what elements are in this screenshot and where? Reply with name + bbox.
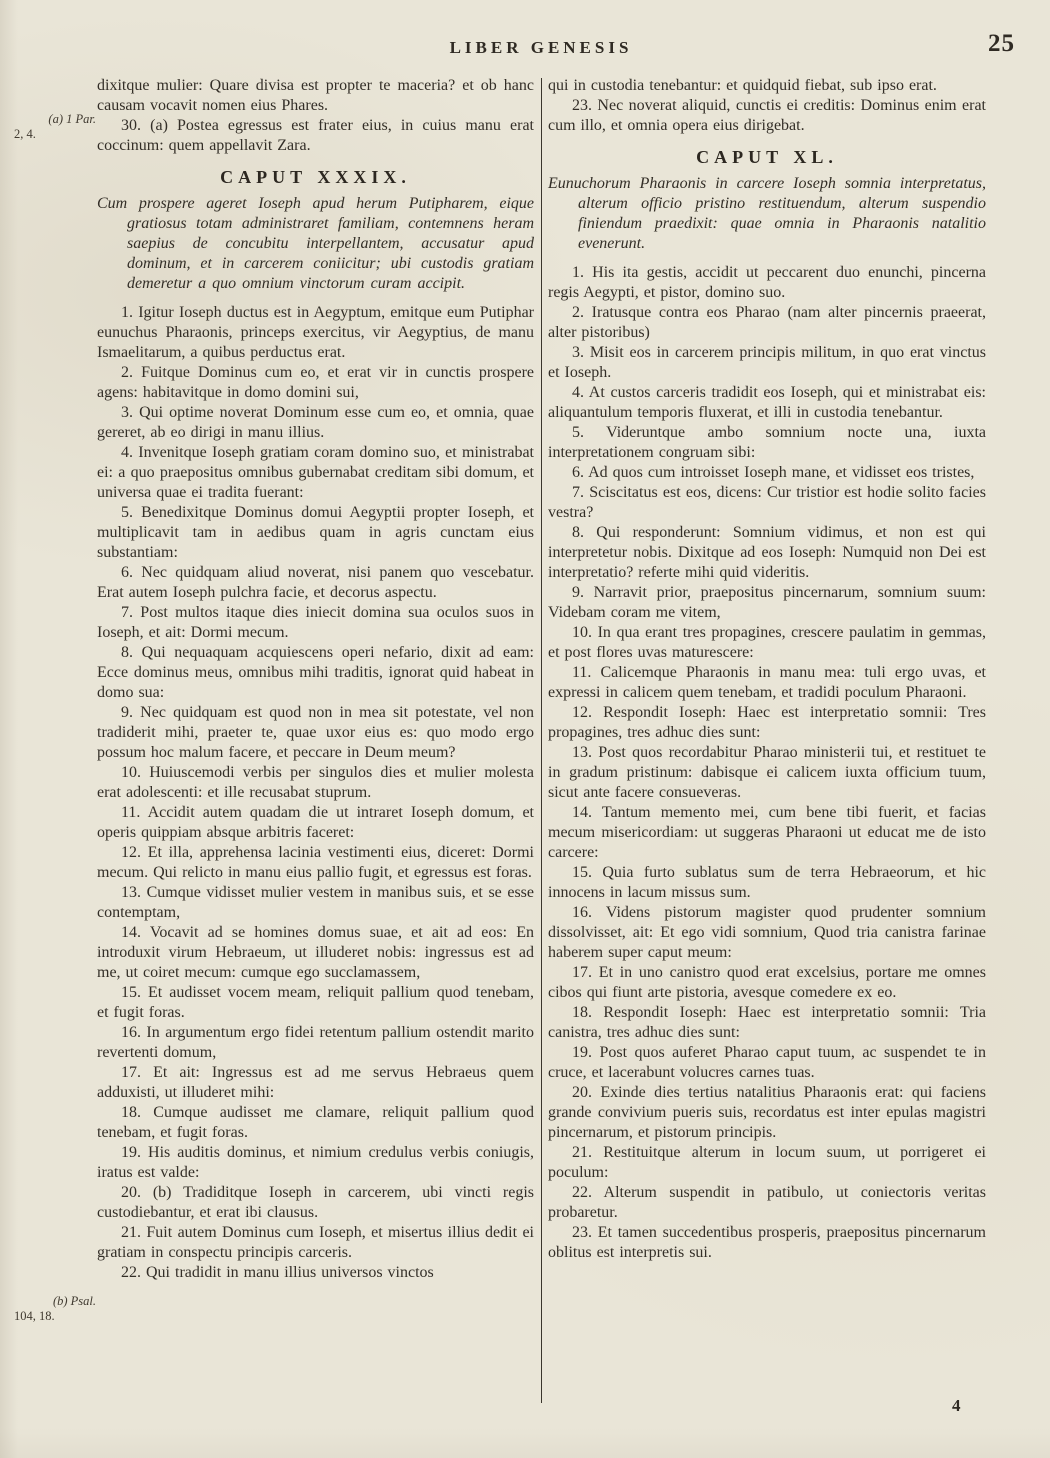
verse-paragraph: 23. Et tamen succedentibus prosperis, praepositus pincernarum oblitus est interpretis sui. — [548, 1224, 986, 1261]
verse-paragraph: 15. Et audisset vocem meam, reliquit pallium quod tenebam, et fugit foras. — [97, 984, 534, 1021]
verse-paragraph: 4. Invenitque Ioseph gratiam coram domino suo, et ministrabat ei: a quo praepositus omnibus gubernabat creditam sibi domum, et universa quae ei tradita fuerant: — [97, 444, 534, 501]
right-text-column — [548, 76, 986, 1403]
verse-paragraph: 17. Et in uno canistro quod erat excelsius, portare me omnes cibos qui fiunt arte pistoria, avesque comedere ex eo. — [548, 964, 986, 1001]
page-number: 25 — [988, 30, 1015, 57]
verse-paragraph: 5. Benedixitque Dominus domui Aegyptii propter Ioseph, et multiplicavit tam in aedibus quam in agris cunctam eius substantiam: — [97, 504, 534, 561]
verse-paragraph: 6. Nec quidquam aliud noverat, nisi panem quo vescebatur. Erat autem Ioseph pulchra facie, et decorus aspectu. — [97, 564, 534, 601]
verse-paragraph: 22. Alterum suspendit in patibulo, ut coniectoris veritas probaretur. — [548, 1184, 986, 1221]
verse-paragraph: 11. Accidit autem quadam die ut intraret Ioseph domum, et operis quippiam absque arbitris faceret: — [97, 804, 534, 841]
verse-paragraph: 18. Cumque audisset me clamare, reliquit pallium quod tenebam, et fugit foras. — [97, 1104, 534, 1141]
verse-paragraph: 13. Post quos recordabitur Pharao ministerii tui, et restituet te in gradum pristinum: dabisque ei calicem iuxta officium tuum, sicut ante facere consueveras. — [548, 744, 986, 801]
verse-paragraph: 12. Respondit Ioseph: Haec est interpretatio somnii: Tres propagines, tres adhuc dies sunt: — [548, 704, 986, 741]
verse-paragraph: 4. At custos carceris tradidit eos Ioseph, qui et ministrabat eis: aliquantulum temporis fluxerat, et illi in custodia tenebantur. — [548, 384, 986, 421]
continuation-paragraph: dixitque mulier: Quare divisa est propter te maceria? et ob hanc causam vocavit nomen eius Phares. — [97, 77, 534, 114]
verse-paragraph: 1. Igitur Ioseph ductus est in Aegyptum, emitque eum Putiphar eunuchus Pharaonis, princeps exercitus, vir Aegyptius, de manu Ismaelitarum, a quibus perductus erat. — [97, 304, 534, 361]
verse-paragraph: 3. Qui optime noverat Dominum esse cum eo, et omnia, quae gereret, ab eo dirigi in manu illius. — [97, 404, 534, 441]
verse-paragraph: 16. Videns pistorum magister quod prudenter somnium dissolvisset, ait: Et ego vidi somnium, Quod tria canistra farinae haberem super caput meum: — [548, 904, 986, 961]
column-divider-rule — [541, 78, 542, 1403]
verse-paragraph: 10. Huiuscemodi verbis per singulos dies et mulier molesta erat adolescenti: et ille recusabat stuprum. — [97, 764, 534, 801]
chapter-summary: Cum prospere ageret Ioseph apud herum Putipharem, eique gratiosus totam administraret familiam, contemnens heram saepius de concubitu interpellantem, accusatur apud dominum, et in carcerem coniicitur; ubi custodis gratiam demeretur a quo omnium vinctorum curam accipit. — [97, 195, 534, 292]
verse-paragraph: 5. Videruntque ambo somnium nocte una, iuxta interpretationem congruam sibi: — [548, 424, 986, 461]
verse-paragraph: 18. Respondit Ioseph: Haec est interpretatio somnii: Tria canistra, tres adhuc dies sunt: — [548, 1004, 986, 1041]
verse-paragraph: 14. Tantum memento mei, cum bene tibi fuerit, et facias mecum misericordiam: ut suggeras Pharaoni ut educat me de isto carcere: — [548, 804, 986, 861]
verse-paragraph: 10. In qua erant tres propagines, crescere paulatim in gemmas, et post flores uvas maturescere: — [548, 624, 986, 661]
verse-paragraph: 19. His auditis dominus, et nimium credulus verbis coniugis, iratus est valde: — [97, 1144, 534, 1181]
margin-note-a-ref: 2, 4. — [14, 127, 36, 141]
verse-paragraph: 13. Cumque vidisset mulier vestem in manibus suis, et se esse contemptam, — [97, 884, 534, 921]
verse-paragraph: 2. Iratusque contra eos Pharao (nam alter pincernis praeerat, alter pistoribus) — [548, 304, 986, 341]
margin-note-b-label: (b) Psal. — [52, 1294, 96, 1308]
verse-paragraph: 20. Exinde dies tertius natalitius Pharaonis erat: qui faciens grande convivium pueris suis, recordatus est inter epulas magistri pincernarum, et pistorum principis. — [548, 1084, 986, 1141]
verse-paragraph: 17. Et ait: Ingressus est ad me servus Hebraeus quem adduxisti, ut illuderet mihi: — [97, 1064, 534, 1101]
margin-note-b — [8, 1294, 96, 1324]
verse-paragraph: 12. Et illa, apprehensa lacinia vestimenti eius, diceret: Dormi mecum. Qui relicto in manu eius pallio fugit, et egressus est foras. — [97, 844, 534, 881]
verse-paragraph: 11. Calicemque Pharaonis in manu mea: tuli ergo uvas, et expressi in calicem quem tenebam, et tradidi poculum Pharaoni. — [548, 664, 986, 701]
chapter-heading: CAPUT XXXIX. — [220, 167, 411, 187]
verse-paragraph: 19. Post quos auferet Pharao caput tuum, ac suspendet te in cruce, et lacerabunt volucres carnes tuas. — [548, 1044, 986, 1081]
verse-paragraph: 1. His ita gestis, accidit ut peccarent duo enunchi, pincerna regis Aegypti, et pistor, domino suo. — [548, 264, 986, 301]
chapter-summary: Eunuchorum Pharaonis in carcere Ioseph somnia interpretatus, alterum officio pristino restituendum, alterum suspendio finiendum praedixit: quae omnia in Pharaonis natalitio evenerunt. — [548, 175, 986, 252]
verse-paragraph: 2. Fuitque Dominus cum eo, et erat vir in cunctis prospere agens: habitavitque in domo domini sui, — [97, 364, 534, 401]
verse-paragraph: 20. (b) Tradiditque Ioseph in carcerem, ubi vincti regis custodiebantur, et erat ibi clausus. — [97, 1184, 534, 1221]
verse-paragraph: 21. Fuit autem Dominus cum Ioseph, et misertus illius dedit ei gratiam in conspectu principis carceris. — [97, 1224, 534, 1261]
margin-note-a — [8, 112, 96, 142]
margin-note-a-label: (a) 1 Par. — [48, 112, 96, 126]
verse-paragraph: 8. Qui responderunt: Somnium vidimus, et non est qui interpretetur nobis. Dixitque ad eos Ioseph: Numquid non Dei est interpretatio? referte mihi quid videritis. — [548, 524, 986, 581]
verse-paragraph: 30. (a) Postea egressus est frater eius, in cuius manu erat coccinum: quem appellavit Zara. — [97, 117, 534, 154]
running-head-title: LIBER GENESIS — [449, 38, 633, 57]
verse-paragraph: 7. Sciscitatus est eos, dicens: Cur tristior est hodie solito facies vestra? — [548, 484, 986, 521]
verse-paragraph: 6. Ad quos cum introisset Ioseph mane, et vidisset eos tristes, — [572, 464, 975, 481]
two-column-text-block — [97, 76, 986, 1403]
verse-paragraph: 15. Quia furto sublatus sum de terra Hebraeorum, et hic innocens in lacum missus sum. — [548, 864, 986, 901]
signature-mark: 4 — [952, 1396, 961, 1415]
verse-paragraph: 14. Vocavit ad se homines domus suae, et ait ad eos: En introduxit virum Hebraeum, ut illuderet nobis: ingressus est ad me, ut coiret mecum: cumque ego succlamassem, — [97, 924, 534, 981]
verse-paragraph: 9. Narravit prior, praepositus pincernarum, somnium suum: Videbam coram me vitem, — [548, 584, 986, 621]
verse-paragraph: 8. Qui nequaquam acquiescens operi nefario, dixit ad eam: Ecce dominus meus, omnibus mihi traditis, ignorat quid habeat in domo sua: — [97, 644, 534, 701]
margin-note-b-ref: 104, 18. — [14, 1309, 55, 1323]
continuation-paragraph: qui in custodia tenebantur: et quidquid fiebat, sub ipso erat. — [548, 77, 937, 94]
verse-paragraph: 22. Qui tradidit in manu illius universos vinctos — [121, 1264, 434, 1281]
chapter-heading: CAPUT XL. — [696, 147, 838, 167]
verse-paragraph: 23. Nec noverat aliquid, cunctis ei creditis: Dominus enim erat cum illo, et omnia opera eius dirigebat. — [548, 97, 986, 134]
verse-paragraph: 21. Restituitque alterum in locum suum, ut porrigeret ei poculum: — [548, 1144, 986, 1181]
left-text-column — [97, 76, 534, 1403]
verse-paragraph: 16. In argumentum ergo fidei retentum pallium ostendit marito revertenti domum, — [97, 1024, 534, 1061]
verse-paragraph: 9. Nec quidquam est quod non in mea sit potestate, vel non tradiderit mihi, praeter te, quae uxor eius es: quo modo ergo possum hoc malum facere, et peccare in Deum meum? — [97, 704, 534, 761]
verse-paragraph: 3. Misit eos in carcerem principis militum, in quo erat vinctus et Ioseph. — [548, 344, 986, 381]
verse-paragraph: 7. Post multos itaque dies iniecit domina sua oculos suos in Ioseph, et ait: Dormi mecum. — [97, 604, 534, 641]
